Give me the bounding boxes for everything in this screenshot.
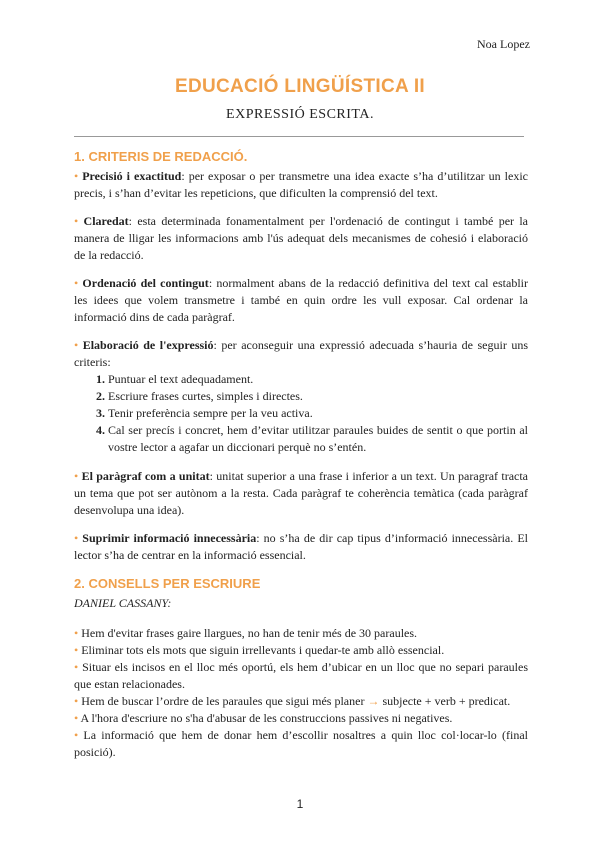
section-heading: 1. CRITERIS DE REDACCIÓ. <box>74 149 248 164</box>
section-author: DANIEL CASSANY: <box>74 596 172 610</box>
bullet-icon: • <box>74 728 79 742</box>
criterion-text: : per aconseguir una expressió adecuada s’hauria de seguir uns criteris: <box>74 338 528 369</box>
page-number: 1 <box>296 797 304 811</box>
bullet-icon: • <box>74 469 79 483</box>
document-body <box>74 148 528 761</box>
list-text: Tenir preferència sempre per la veu activa. <box>108 406 313 420</box>
bullet-icon: • <box>74 338 79 352</box>
list-text: Puntuar el text adequadament. <box>108 372 254 386</box>
criterion-paragraph <box>74 168 528 202</box>
criterion-term: El paràgraf com a unitat <box>81 469 210 483</box>
criterion-paragraph <box>74 275 528 326</box>
list-number: 3. <box>96 406 105 420</box>
criterion-term: Claredat <box>83 214 129 228</box>
bullet-icon: • <box>74 711 79 725</box>
criterion-term: Suprimir informació innecessària <box>82 531 257 545</box>
list-number: 4. <box>96 423 105 437</box>
tip-item <box>74 693 528 710</box>
criterion-text: : per exposar o per transmetre una idea exacte s’ha d’utilitzar un lexic precis, i s’han d’evitar les repeticions, que dificulten la comprensió del text. <box>74 169 528 200</box>
criterion-paragraph <box>74 337 528 371</box>
criterion-text: : unitat superior a una frase i inferior a un text. Un paragraf tracta un tema que pot ser autònom a la resta. Cada paràgraf te coherència temàtica (cada paràgraf desenvolupa una idea). <box>74 469 529 517</box>
criterion-text: : normalment abans de la redacció definitiva del text cal establir les idees que volem transmetre i també en quin ordre les vull exposar. Cal ordenar la informació dins de cada paràgraf. <box>74 276 528 324</box>
tip-item <box>74 727 528 761</box>
arrow-right-icon: → <box>367 694 380 708</box>
tip-item <box>74 625 528 642</box>
tip-text: Hem d'evitar frases gaire llargues, no han de tenir més de 30 paraules. <box>81 626 418 640</box>
tip-item <box>74 710 528 727</box>
list-item <box>74 422 528 456</box>
list-text: Cal ser precís i concret, hem d’evitar utilitzar paraules buides de sentit o que portin al vostre lector a agafar un diccionari perquè no s’entén. <box>108 423 528 454</box>
list-number: 1. <box>96 372 105 386</box>
bullet-icon: • <box>74 531 79 545</box>
list-text: Escriure frases curtes, simples i directes. <box>108 389 303 403</box>
criterion-term: Elaboració de l'expressió <box>82 338 214 352</box>
criterion-paragraph <box>74 530 528 564</box>
tip-item <box>74 642 528 659</box>
bullet-icon: • <box>74 643 79 657</box>
tip-item <box>74 659 528 693</box>
tip-text: La informació que hem de donar hem d’escollir nosaltres a quin lloc col·locar-lo (final posició). <box>74 728 528 759</box>
bullet-icon: • <box>74 694 79 708</box>
criterion-term: Ordenació del contingut <box>82 276 209 290</box>
bullet-icon: • <box>74 169 79 183</box>
bullet-icon: • <box>74 214 79 228</box>
criterion-paragraph <box>74 468 528 519</box>
tip-text: Eliminar tots els mots que siguin irrellevants i quedar-te amb allò essencial. <box>81 643 445 657</box>
criterion-text: : no s’ha de dir cap tipus d’informació innecessària. El lector s’ha de centrar en la informació essencial. <box>74 531 528 562</box>
list-item <box>74 371 528 388</box>
criterion-paragraph <box>74 213 528 264</box>
list-item <box>74 388 528 405</box>
document-subtitle: EXPRESSIÓ ESCRITA. <box>226 107 374 122</box>
author-name: Noa Lopez <box>477 37 530 51</box>
document-title: EDUCACIÓ LINGÜÍSTICA II <box>174 76 426 97</box>
tip-text: subjecte + verb + predicat. <box>382 694 511 708</box>
tip-text: A l'hora d'escriure no s'ha d'abusar de les construccions passives ni negatives. <box>80 711 453 725</box>
bullet-icon: • <box>74 276 79 290</box>
section-heading: 2. CONSELLS PER ESCRIURE <box>74 576 261 591</box>
list-number: 2. <box>96 389 105 403</box>
bullet-icon: • <box>74 660 79 674</box>
tip-text: Situar els incisos en el lloc més oportú, els hem d’ubicar en un lloc que no separi paraules que estan relacionades. <box>74 660 529 691</box>
criterion-text: : esta determinada fonamentalment per l'ordenació de contingut i també per la manera de lligar les informacions amb l'ús adequat dels mecanismes de cohesió i elaboració de la redacció. <box>74 214 529 262</box>
criterion-term: Precisió i exactitud <box>82 169 182 183</box>
list-item <box>74 405 528 422</box>
bullet-icon: • <box>74 626 79 640</box>
title-divider <box>74 136 524 137</box>
criteria-list <box>74 371 528 456</box>
tip-text: Hem de buscar l’ordre de les paraules que sigui més planer <box>81 694 365 708</box>
